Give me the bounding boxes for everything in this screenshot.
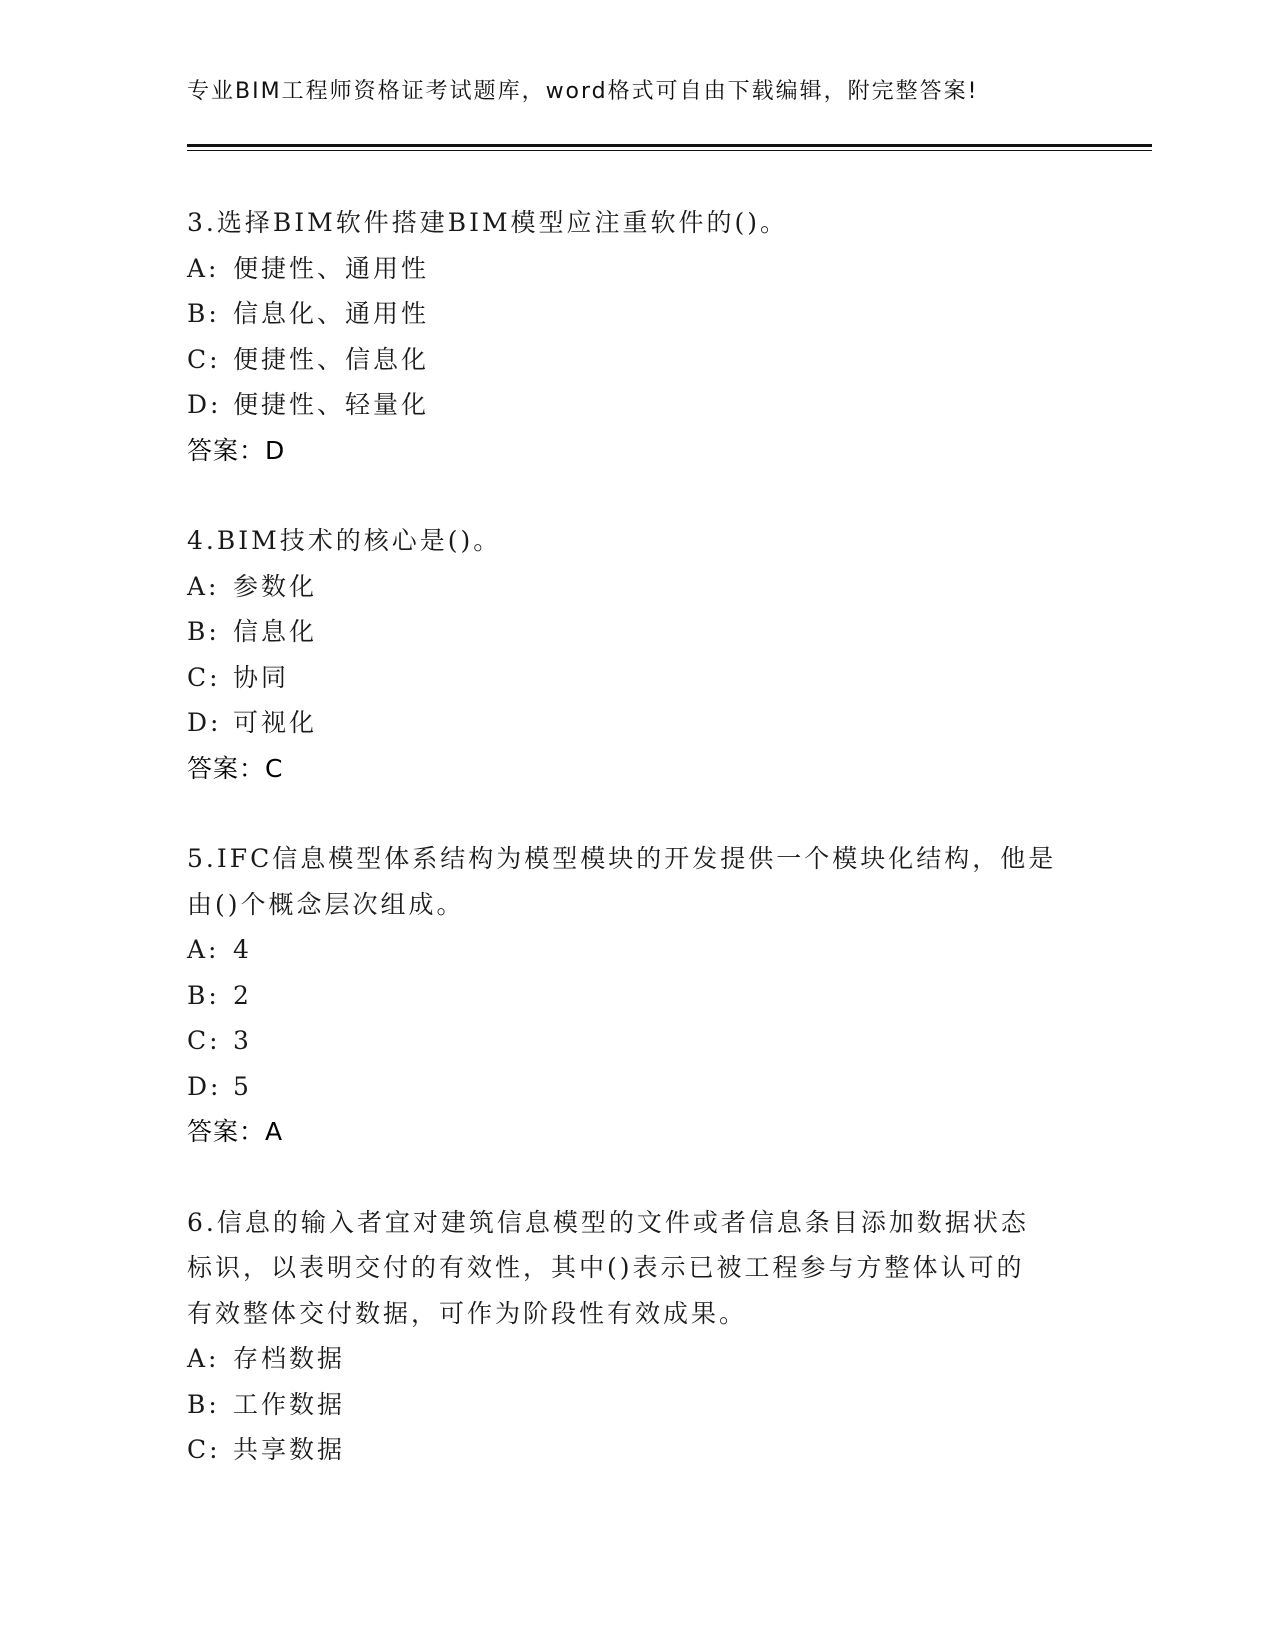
- option-text: 2: [233, 980, 252, 1010]
- option-letter: D:: [187, 1071, 222, 1101]
- option-letter: C:: [187, 662, 221, 692]
- option-letter: C:: [187, 1026, 221, 1055]
- option-text: 便捷性、通用性: [233, 253, 430, 283]
- question-6: [187, 1200, 1087, 1473]
- option-letter: A:: [187, 253, 220, 283]
- option-a: [187, 927, 1087, 973]
- page-header: 专业BIM工程师资格证考试题库，word格式可自由下载编辑，附完整答案!: [187, 79, 979, 104]
- option-letter: B:: [187, 617, 220, 646]
- option-text: 信息化、通用性: [233, 299, 430, 328]
- question-stem: [187, 200, 1087, 246]
- option-d: [187, 700, 1087, 746]
- stem-line: 5.IFC信息模型体系结构为模型模块的开发提供一个模块化结构，他是: [187, 844, 1057, 873]
- option-c: [187, 337, 1087, 383]
- option-text: 5: [233, 1071, 252, 1101]
- header-rule-thick: [187, 144, 1152, 147]
- stem-line: 有效整体交付数据，可作为阶段性有效成果。: [187, 1298, 748, 1328]
- answer-line: 答案：D: [187, 435, 286, 465]
- stem-line: 标识，以表明交付的有效性，其中()表示已被工程参与方整体认可的: [187, 1253, 1025, 1282]
- option-letter: A:: [187, 571, 220, 601]
- option-text: 信息化: [233, 617, 318, 646]
- option-text: 4: [233, 935, 252, 964]
- option-text: 存档数据: [233, 1344, 346, 1373]
- option-a: [187, 564, 1087, 610]
- option-letter: C:: [187, 1435, 221, 1464]
- question-3: [187, 200, 1087, 473]
- option-b: [187, 291, 1087, 337]
- option-text: 3: [233, 1026, 252, 1055]
- header-rule-thin: [187, 150, 1152, 151]
- stem-line: 6.信息的输入者宜对建筑信息模型的文件或者信息条目添加数据状态: [187, 1207, 1029, 1237]
- option-letter: C:: [187, 344, 221, 374]
- answer-line: 答案：C: [187, 753, 284, 783]
- question-stem: [187, 518, 1087, 564]
- answer-line: 答案：A: [187, 1117, 284, 1146]
- option-d: [187, 382, 1087, 428]
- option-letter: B:: [187, 299, 220, 328]
- stem-line: 3.选择BIM软件搭建BIM模型应注重软件的()。: [187, 208, 789, 237]
- option-b: [187, 609, 1087, 655]
- option-a: [187, 1336, 1087, 1382]
- option-text: 协同: [233, 662, 290, 692]
- option-letter: D:: [187, 390, 222, 419]
- option-letter: A:: [187, 935, 220, 964]
- option-d: [187, 1064, 1087, 1110]
- option-c: [187, 655, 1087, 701]
- option-text: 参数化: [233, 571, 318, 601]
- question-4: [187, 518, 1087, 791]
- option-c: [187, 1427, 1087, 1473]
- option-text: 工作数据: [233, 1389, 346, 1419]
- option-letter: A:: [187, 1344, 220, 1373]
- option-b: [187, 1382, 1087, 1428]
- option-letter: B:: [187, 980, 220, 1010]
- option-a: [187, 246, 1087, 292]
- option-text: 便捷性、信息化: [233, 344, 430, 374]
- option-letter: B:: [187, 1389, 220, 1419]
- option-text: 便捷性、轻量化: [233, 390, 430, 419]
- question-stem: [187, 836, 1087, 927]
- question-5: [187, 836, 1087, 1155]
- question-stem: [187, 1200, 1087, 1337]
- option-text: 可视化: [233, 708, 318, 737]
- option-c: [187, 1018, 1087, 1064]
- stem-line: 由()个概念层次组成。: [187, 889, 465, 919]
- option-b: [187, 973, 1087, 1019]
- question-list: [187, 200, 1087, 1518]
- stem-line: 4.BIM技术的核心是()。: [187, 526, 502, 555]
- option-letter: D:: [187, 708, 222, 737]
- option-text: 共享数据: [233, 1435, 346, 1464]
